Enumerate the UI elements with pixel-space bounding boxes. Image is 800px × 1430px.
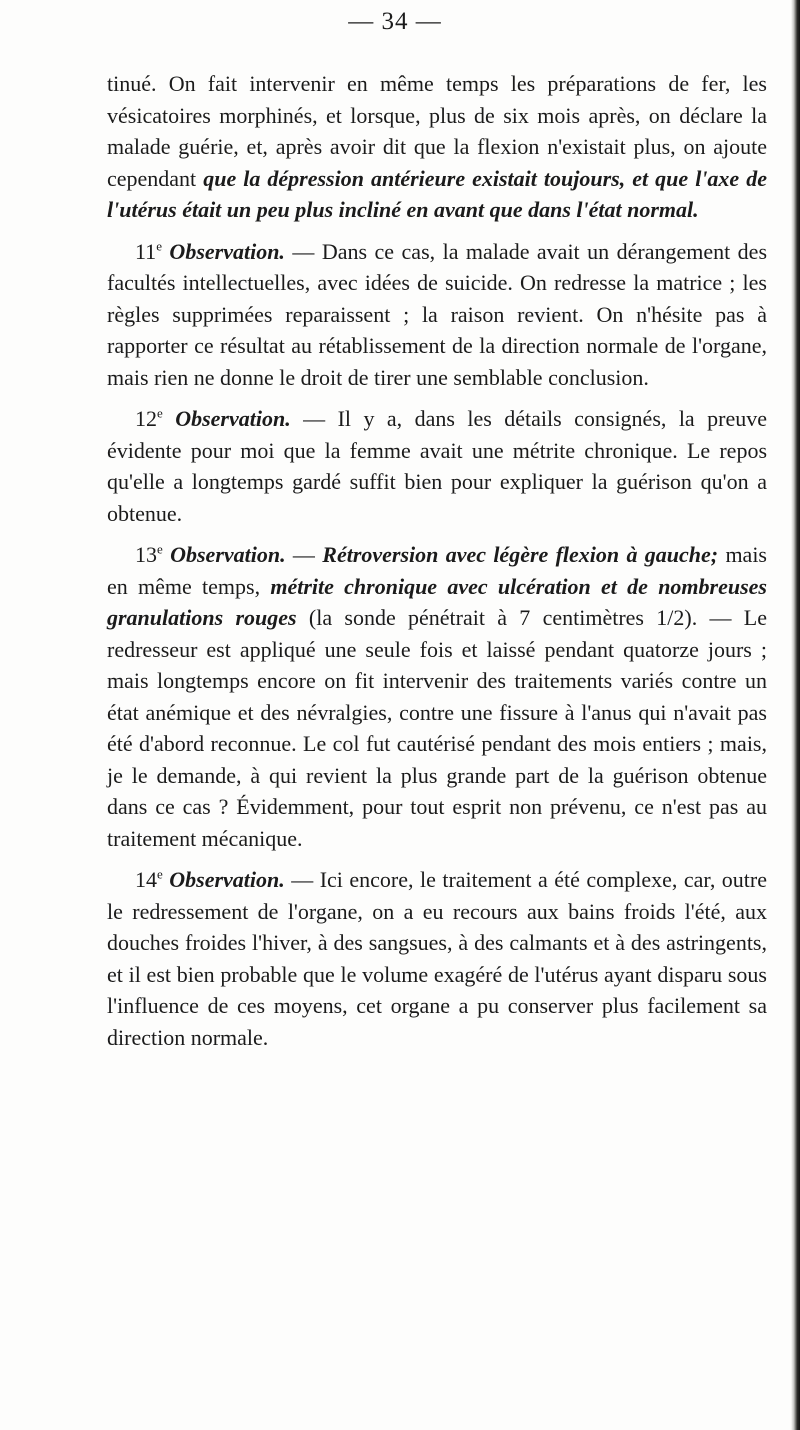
observation-number: 12 xyxy=(135,406,157,431)
paragraph-observation-12 xyxy=(107,403,767,529)
paragraph-observation-11 xyxy=(107,236,767,394)
observation-title: Observation. xyxy=(161,238,285,264)
paragraph-text: — xyxy=(285,542,323,567)
observation-ordinal: e xyxy=(156,238,162,254)
page-number: — 34 — xyxy=(348,8,442,35)
paragraph-text: tinué. On fait intervenir en même temps les préparations de fer, les vésicatoires morphinés, et lorsque, plus de six mois après, on déclare la malade guérie, et, après avoir dit que la flexion n'existait plus, on ajoute cependant xyxy=(107,71,767,191)
observation-ordinal: e xyxy=(157,541,163,557)
body-text xyxy=(107,68,767,1063)
paragraph-observation-13 xyxy=(107,539,767,854)
paragraph-observation-14 xyxy=(107,864,767,1053)
paragraph-italic: métrite chronique avec ulcération et de nombreuses granulations rouges xyxy=(107,573,767,630)
observation-title: Observation. xyxy=(162,406,291,431)
observation-title: Observation. xyxy=(162,542,286,567)
paragraph-text: — Il y a, dans les détails consignés, la preuve évidente pour moi que la femme avait une métrite chronique. Le repos qu'elle a longtemps gardé suffit bien pour expliquer la guérison qu'on a obtenue. xyxy=(107,406,767,526)
observation-number: 11 xyxy=(135,238,157,264)
paragraph-text: — Dans ce cas, la malade avait un dérangement des facultés intellectuelles, avec idées de suicide. On redresse la matrice ; les règles supprimées reparaissent ; la raison revient. On n'hésite pas à rapporter ce résultat au rétablissement de la direction normale de l'organe, mais rien ne donne le droit de tirer une semblable conclusion. xyxy=(107,238,768,390)
observation-ordinal: e xyxy=(157,866,163,882)
observation-title: Observation. xyxy=(162,867,285,892)
paragraph-text: (la sonde pénétrait à 7 centimètres 1/2). — Le redresseur est appliqué une seule fois et laissé pendant quatorze jours ; mais longtemps encore on fit intervenir des traitements variés contre un état anémique et des névralgies, contre une fissure à l'anus qui n'avait pas été d'abord reconnue. Le col fut cautérisé pendant des mois entiers ; mais, je le demande, à qui revient la plus grande part de la guérison obtenue dans ce cas ? Évidemment, pour tout esprit non prévenu, ce n'est pas au traitement mécanique. xyxy=(107,605,767,851)
paragraph-continuation xyxy=(107,68,767,226)
paragraph-text: mais en même temps, xyxy=(107,542,767,599)
observation-number: 13 xyxy=(135,542,157,567)
page-edge-shadow xyxy=(791,0,800,1430)
paragraph-italic: Rétroversion avec légère flexion à gauche; xyxy=(322,542,719,567)
observation-ordinal: e xyxy=(157,405,163,421)
paragraph-text: — Ici encore, le traitement a été complexe, car, outre le redressement de l'organe, on a eu recours aux bains froids l'été, aux douches froides l'hiver, à des sangsues, à des calmants et à des astringents, et il est bien probable que le volume exagéré de l'utérus ayant disparu sous l'influence de ces moyens, cet organe a pu conserver plus facilement sa direction normale. xyxy=(107,867,768,1050)
paragraph-italic: que la dépression antérieure existait toujours, et que l'axe de l'utérus était un peu plus incliné en avant que dans l'état normal. xyxy=(107,165,767,222)
observation-number: 14 xyxy=(135,867,157,892)
